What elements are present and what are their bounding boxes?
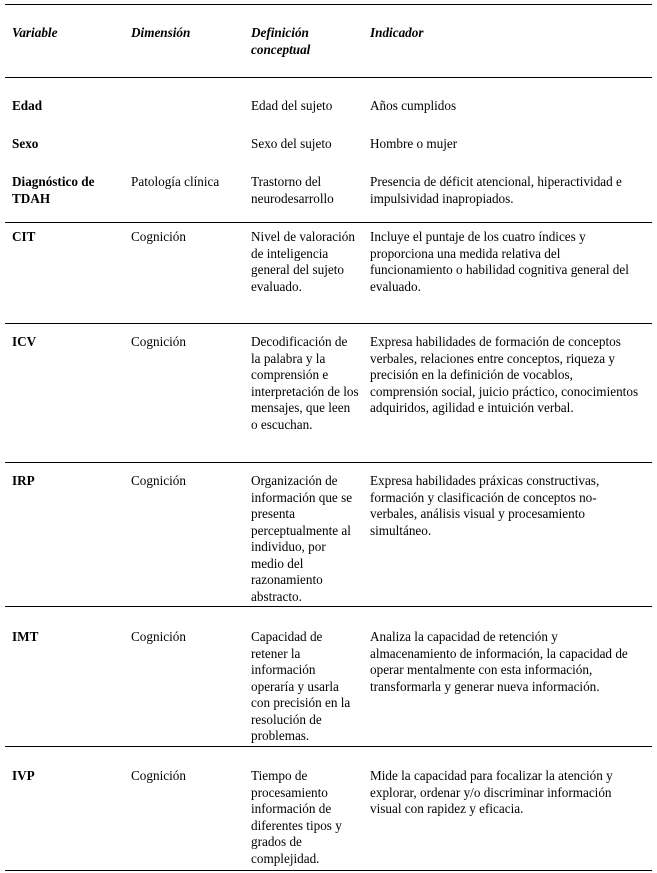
definition-cell: Edad del sujeto — [251, 98, 333, 113]
indicator-cell: Incluye el puntaje de los cuatro índices y proporciona una medida relativa del funcionamiento o habilidad cognitiva general del evaluado. — [370, 229, 629, 294]
variable-cell: IMT — [12, 629, 39, 644]
table-bottom-rule — [5, 870, 652, 871]
definition-cell: Organización de información que se presenta perceptualmente al individuo, por medio del razonamiento abstracto. — [251, 473, 353, 604]
indicator-cell: Años cumplidos — [370, 98, 457, 113]
header-conceptual-definition: Definición conceptual — [251, 25, 311, 57]
definition-cell: Capacidad de retener la información operaría y usarla con precisión en la resolución de problemas. — [251, 629, 351, 743]
table-top-rule — [5, 4, 652, 5]
definition-cell: Trastorno del neurodesarrollo — [251, 174, 334, 206]
indicator-cell: Hombre o mujer — [370, 136, 458, 151]
row-divider — [5, 746, 652, 747]
dimension-cell: Patología clínica — [131, 174, 220, 189]
indicator-cell: Mide la capacidad para focalizar la atención y explorar, ordenar y/o discriminar información visual con rapidez y eficacia. — [370, 768, 613, 816]
indicator-cell: Expresa habilidades de formación de conceptos verbales, relaciones entre conceptos, riqueza y precisión en la definición de vocablos, comprensión social, juicio práctico, conocimientos adquiridos, agilidad e intuición verbal. — [370, 334, 639, 415]
variable-cell: Edad — [12, 98, 43, 113]
header-dimension: Dimensión — [131, 25, 191, 40]
row-divider — [5, 323, 652, 324]
variable-cell: ICV — [12, 334, 37, 349]
row-divider — [5, 222, 652, 223]
definition-cell: Nivel de valoración de inteligencia general del sujeto evaluado. — [251, 229, 355, 294]
definition-cell: Sexo del sujeto — [251, 136, 332, 151]
variable-cell: IVP — [12, 768, 35, 783]
indicator-cell: Presencia de déficit atencional, hiperactividad e impulsividad inapropiados. — [370, 174, 622, 206]
row-divider — [5, 606, 652, 607]
header-indicator: Indicador — [370, 25, 424, 40]
definition-cell: Decodificación de la palabra y la comprensión e interpretación de los mensajes, que leen o escuchan. — [251, 334, 359, 432]
variable-cell: Diagnóstico de TDAH — [12, 174, 95, 206]
variable-cell: IRP — [12, 473, 35, 488]
dimension-cell: Cognición — [131, 229, 186, 244]
header-variable: Variable — [12, 25, 58, 40]
dimension-cell: Cognición — [131, 629, 186, 644]
row-divider — [5, 462, 652, 463]
dimension-cell: Cognición — [131, 334, 186, 349]
dimension-cell: Cognición — [131, 473, 186, 488]
definition-cell: Tiempo de procesamiento información de diferentes tipos y grados de complejidad. — [251, 768, 342, 866]
header-bottom-rule — [5, 77, 652, 78]
indicator-cell: Analiza la capacidad de retención y almacenamiento de información, la capacidad de operar mentalmente con esta información, transformarla y generar nueva información. — [370, 629, 628, 694]
indicator-cell: Expresa habilidades práxicas constructivas, formación y clasificación de conceptos no-verbales, análisis visual y procesamiento simultáneo. — [370, 473, 600, 538]
dimension-cell: Cognición — [131, 768, 186, 783]
variable-cell: CIT — [12, 229, 36, 244]
variable-cell: Sexo — [12, 136, 39, 151]
